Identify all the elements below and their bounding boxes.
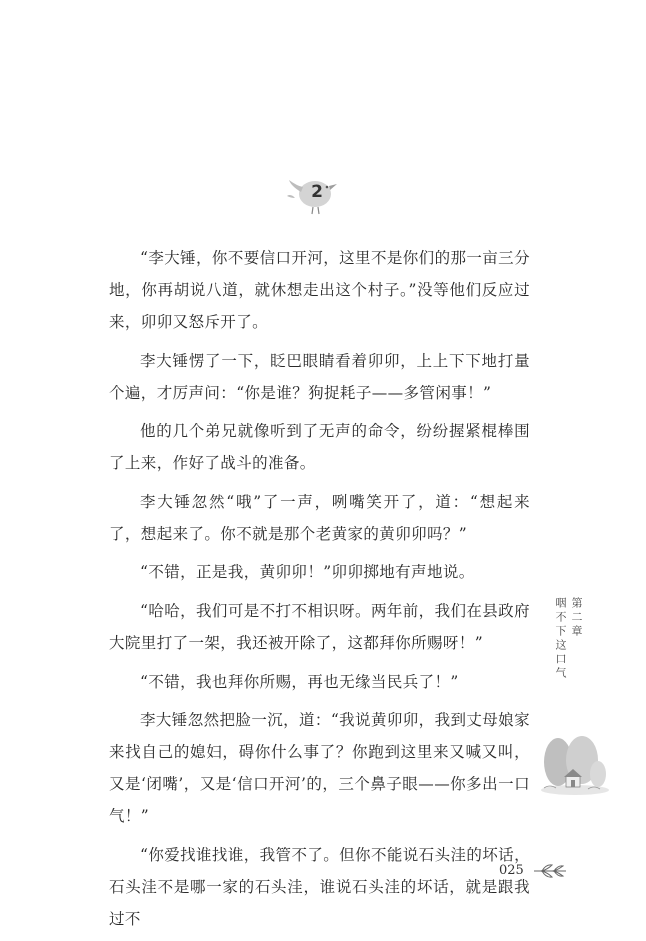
- body-text: [109, 242, 530, 941]
- paragraph: 他的几个弟兄就像听到了无声的命令，纷纷握紧棍棒围了上来，作好了战斗的准备。: [109, 422, 530, 473]
- paragraph: “哈哈，我们可是不打不相识呀。两年前，我们在县政府大院里打了一架，我还被开除了，这都拜你所赐呀！”: [109, 601, 530, 652]
- paragraph: “不错，我也拜你所赐，再也无缘当民兵了！”: [140, 672, 459, 691]
- paragraph: “不错，正是我，黄卯卯！”卯卯掷地有声地说。: [140, 563, 475, 582]
- side-running-title: [554, 597, 584, 681]
- page-number: 025: [499, 863, 524, 878]
- paragraph: “你爱找谁找谁，我管不了。但你不能说石头洼的坏话，石头洼不是哪一家的石头洼，谁说石头洼的坏话，就是跟我过不: [109, 845, 530, 928]
- chapter-label: 第二章: [570, 597, 583, 639]
- leaf-ornament-icon: [532, 862, 568, 880]
- paragraph: “李大锤，你不要信口开河，这里不是你们的那一亩三分地，你再胡说八道，就休想走出这个村子。”没等他们反应过来，卯卯又怒斥开了。: [109, 249, 530, 331]
- paragraph: 李大锤忽然“哦”了一声，咧嘴笑开了，道：“想起来了，想起来了。你不就是那个老黄家的黄卯卯吗？”: [109, 492, 530, 543]
- paragraph: 李大锤愣了一下，眨巴眼睛看着卯卯，上上下下地打量个遍，才厉声问：“你是谁？狗捉耗子——多管闲事！”: [109, 351, 530, 402]
- chapter-title: 咽不下这口气: [554, 597, 567, 681]
- chapter-number: 2: [311, 182, 323, 202]
- paragraph: 李大锤忽然把脸一沉，道：“我说黄卯卯，我到丈母娘家来找自己的媳妇，碍你什么事了？你跑到这里来又喊又叫，又是‘闭嘴’，又是‘信口开河’的，三个鼻子眼——你多出一口气！”: [109, 711, 530, 826]
- tree-house-illustration: [540, 732, 610, 796]
